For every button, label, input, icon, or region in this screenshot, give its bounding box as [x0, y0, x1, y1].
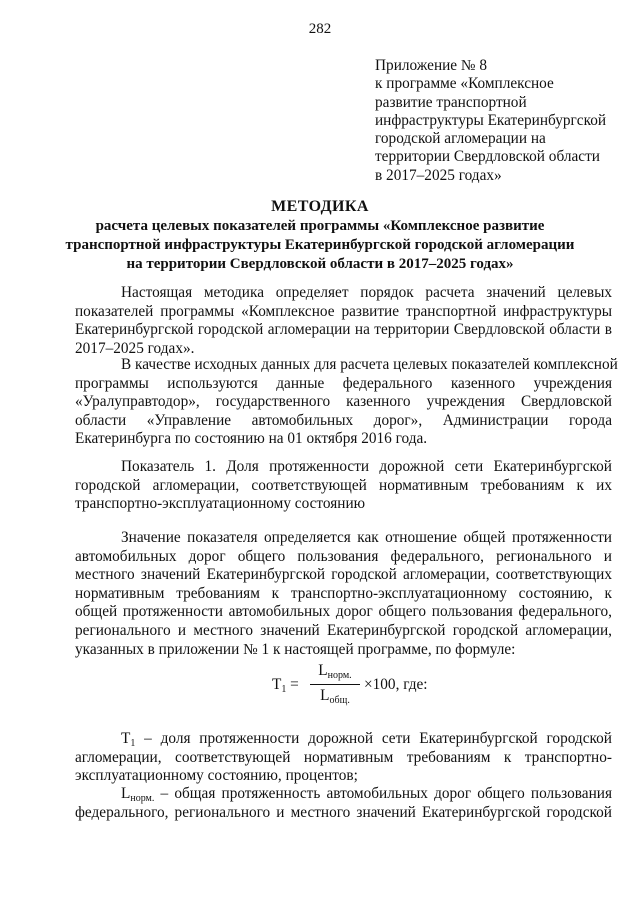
text-line: регионального и местного значений Екатеринбургской городской агломерации, [75, 621, 612, 639]
text-line: 2017–2025 годах». [75, 339, 195, 357]
text-line: Значение показателя определяется как отношение общей протяженности [121, 529, 612, 546]
text-line: Настоящая методика определяет порядок расчета значений целевых [121, 284, 612, 301]
text-line: эксплуатационному состоянию, процентов; [75, 767, 358, 785]
text-line: Екатеринбургской городской агломерации на территории Свердловской области в [75, 321, 612, 339]
fraction-bar [310, 684, 360, 685]
heading-line: транспортной инфраструктуры Екатеринбургской городской агломерации [65, 237, 575, 253]
appendix-line: инфраструктуры Екатеринбургской [375, 111, 607, 129]
formula [272, 662, 472, 712]
text-line: В качестве исходных данных для расчета целевых показателей комплексной [121, 356, 618, 373]
definition-paragraph [75, 529, 612, 659]
formula-numerator: $L_{норм.}$ [318, 662, 352, 681]
text-line: Показатель 1. Доля протяженности дорожной сети Екатеринбургской [121, 458, 612, 475]
appendix-line: в 2017–2025 годах» [375, 166, 502, 184]
appendix-line: к программе «Комплексное [375, 75, 554, 93]
text-line: $L_{норм.}$ – общая протяженность автомобильных дорог общего пользования [121, 785, 612, 804]
text-line: агломерации, соответствующей нормативным требованиям к транспортно- [75, 748, 612, 766]
text-line: области «Управление автомобильных дорог», Администрации города [75, 411, 612, 429]
intro-paragraph-1 [75, 284, 612, 358]
text-line: общей протяженности автомобильных дорог общего пользования федерального, [75, 603, 612, 621]
heading-line: на территории Свердловской области в 2017–2025 годах» [126, 256, 514, 272]
indicator-1-paragraph [75, 458, 612, 514]
text-line: показателей программы «Комплексное развитие транспортной инфраструктуры [75, 302, 612, 320]
formula-denominator: $L_{общ.}$ [320, 687, 350, 706]
text-line: транспортно-эксплуатационному состоянию [75, 495, 366, 513]
legend-t1 [75, 730, 612, 786]
formula-rhs: ×100, где: [364, 676, 428, 693]
document-heading [60, 197, 580, 274]
text-line: Екатеринбурга по состоянию на 01 октября 2016 года. [75, 430, 428, 448]
text-line: автомобильных дорог общего пользования федерального, регионального и [75, 547, 612, 565]
appendix-line: Приложение № 8 [375, 57, 487, 74]
page-number: 282 [308, 21, 332, 37]
text-line: местного значений Екатеринбургской городской агломерации, соответствующих [75, 566, 612, 584]
appendix-line: развитие транспортной [375, 93, 527, 111]
heading-title: МЕТОДИКА [271, 198, 369, 215]
appendix-block [375, 57, 625, 185]
text-line: «Уралуправтодор», государственного казенного учреждения Свердловской [75, 393, 612, 411]
text-line: указанных в приложении № 1 к настоящей программе, по формуле: [75, 640, 516, 658]
formula-fraction [310, 662, 360, 706]
heading-line: расчета целевых показателей программы «Комплексное развитие [95, 218, 545, 234]
text-line: городской агломерации, соответствующей нормативным требованиям к их [75, 476, 612, 494]
intro-paragraph-2 [75, 356, 618, 449]
appendix-line: территории Свердловской области [375, 148, 600, 166]
text-line: федерального, регионального и местного значений Екатеринбургской городской [75, 803, 612, 821]
text-line: нормативным требованиям к транспортно-эксплуатационному состоянию, к [75, 584, 612, 602]
formula-lhs: $T_1$ = [272, 676, 299, 695]
legend-l-norm [75, 785, 612, 822]
text-line: программы используются данные федерального казенного учреждения [75, 374, 612, 392]
appendix-line: городской агломерации на [375, 130, 546, 148]
text-line: $T_1$ – доля протяженности дорожной сети Екатеринбургской городской [121, 730, 612, 749]
